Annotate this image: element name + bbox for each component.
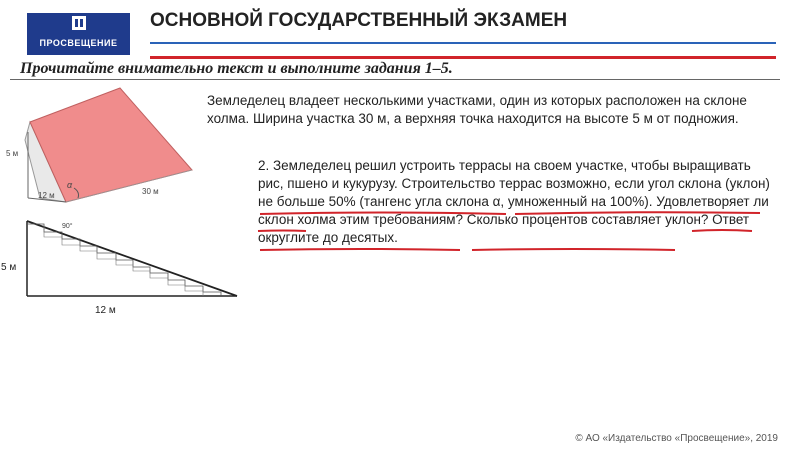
base-label: 12 м	[95, 305, 116, 316]
underline-mark	[515, 212, 760, 214]
task-instruction: Прочитайте внимательно текст и выполните задания 1–5.	[20, 60, 453, 77]
underline-mark	[260, 249, 460, 250]
base-label: 12 м	[38, 191, 55, 200]
copyright-notice: © АО «Издательство «Просвещение», 2019	[575, 433, 778, 444]
width-label: 30 м	[142, 187, 159, 196]
logo-text: ПРОСВЕЩЕНИЕ	[39, 38, 118, 48]
problem-statement: Земледелец владеет несколькими участками, один из которых расположен на склоне холма. Ширина участка 30 м, а верхняя точка находится на высоте 5 м от подножия.	[207, 93, 747, 126]
height-label: 5 м	[6, 149, 19, 158]
right-angle-label: 90°	[62, 223, 73, 230]
underline-mark	[472, 249, 675, 250]
task-2-text: 2. Земледелец решил устроить террасы на своем участке, чтобы выращивать рис, пшено и кукурузу. Строительство террас возможно, если угол склона (уклон) не больше 50% (тангенс угла склона α, умноженный на 100%). Удовлетворяет ли склон холма этим требованиям? Сколько процентов составляет уклон? Ответ округлите до десятых.	[258, 158, 770, 245]
underline-mark	[260, 213, 506, 215]
underline-mark	[258, 231, 306, 232]
height-label: 5 м	[1, 262, 17, 273]
page-title: ОСНОВНОЙ ГОСУДАРСТВЕННЫЙ ЭКЗАМЕН	[150, 10, 568, 31]
underline-mark	[692, 230, 752, 231]
angle-label: α	[67, 180, 73, 190]
